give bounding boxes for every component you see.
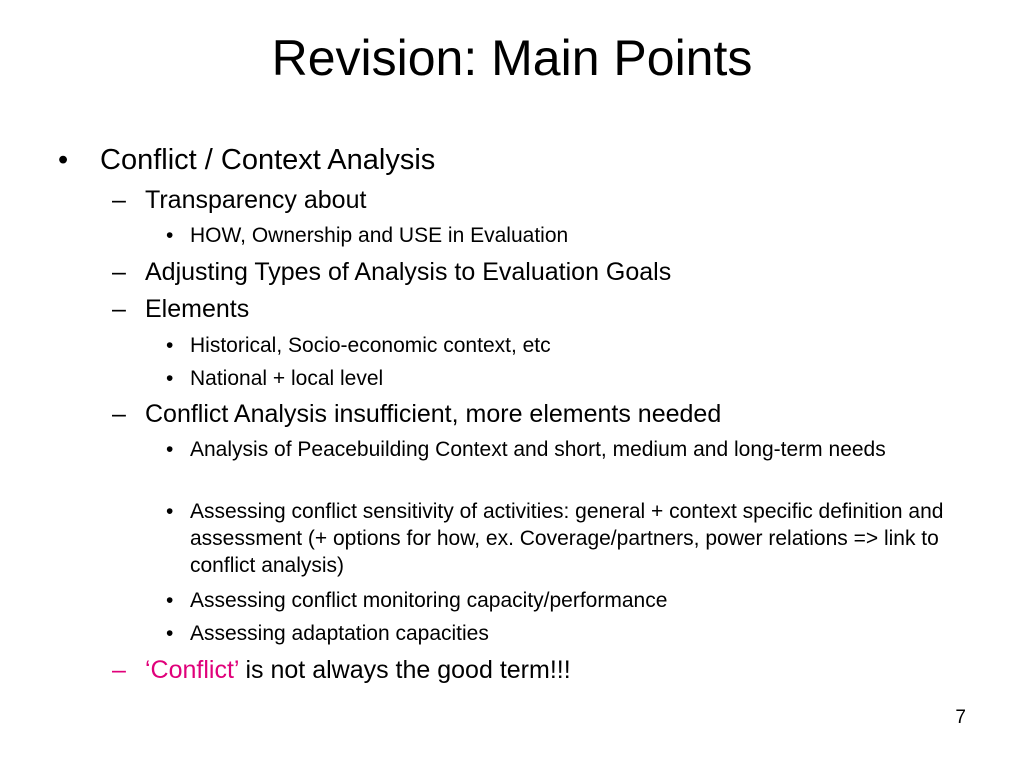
sub-bullet-item [112,399,992,429]
sub-sub-bullet-text: HOW, Ownership and USE in Evaluation [190,224,569,247]
sub-bullet-text: Transparency about [145,186,367,214]
slide-title: Revision: Main Points [271,30,753,86]
page-number: 7 [955,707,966,728]
sub-bullet-item [112,655,992,685]
bullet-marker: • [58,144,69,176]
sub-bullet-item [112,257,992,287]
bullet-marker: • [166,622,174,645]
sub-sub-bullet-text: Analysis of Peacebuilding Context and short, medium and long-term needs [190,438,886,461]
bullet-marker: • [166,438,174,461]
sub-sub-bullet-text: Assessing conflict sensitivity of activities: general + context specific definition and assessment (+ options for how, ex. Coverage/partners, power relations => link to conflict analysis) [190,500,944,577]
bullet-marker: • [166,334,174,357]
sub-bullet-item [112,185,992,215]
sub-sub-bullet-item [166,222,966,249]
dash-marker: – [112,186,126,214]
sub-bullet-text: Elements [145,295,250,323]
sub-bullet-text: Adjusting Types of Analysis to Evaluation Goals [145,258,672,286]
sub-sub-bullet-item [166,365,966,392]
sub-sub-bullet-text: Historical, Socio-economic context, etc [190,334,551,357]
dash-marker: – [112,295,126,323]
dash-marker: – [112,656,126,684]
dash-marker: – [112,400,126,428]
bullet-marker: • [166,500,174,523]
sub-bullet-text: Conflict Analysis insufficient, more elements needed [145,400,722,428]
bullet-marker: • [166,367,174,390]
bullet-text: Conflict / Context Analysis [100,144,436,176]
bullet-item [58,143,998,177]
sub-sub-bullet-text: National + local level [190,367,384,390]
sub-sub-bullet-item [166,620,966,647]
sub-sub-bullet-item [166,587,966,614]
dash-marker: – [112,258,126,286]
sub-sub-bullet-item [166,436,966,463]
sub-sub-bullet-item [166,498,966,579]
bullet-marker: • [166,589,174,612]
sub-sub-bullet-text: Assessing conflict monitoring capacity/performance [190,589,668,612]
accent-term: ‘Conflict’ [145,656,239,684]
sub-sub-bullet-item [166,332,966,359]
sub-bullet-item [112,294,992,324]
sub-bullet-text-rest: is not always the good term!!! [238,656,571,684]
sub-sub-bullet-text: Assessing adaptation capacities [190,622,489,645]
bullet-marker: • [166,224,174,247]
sub-bullet-text [145,655,992,685]
